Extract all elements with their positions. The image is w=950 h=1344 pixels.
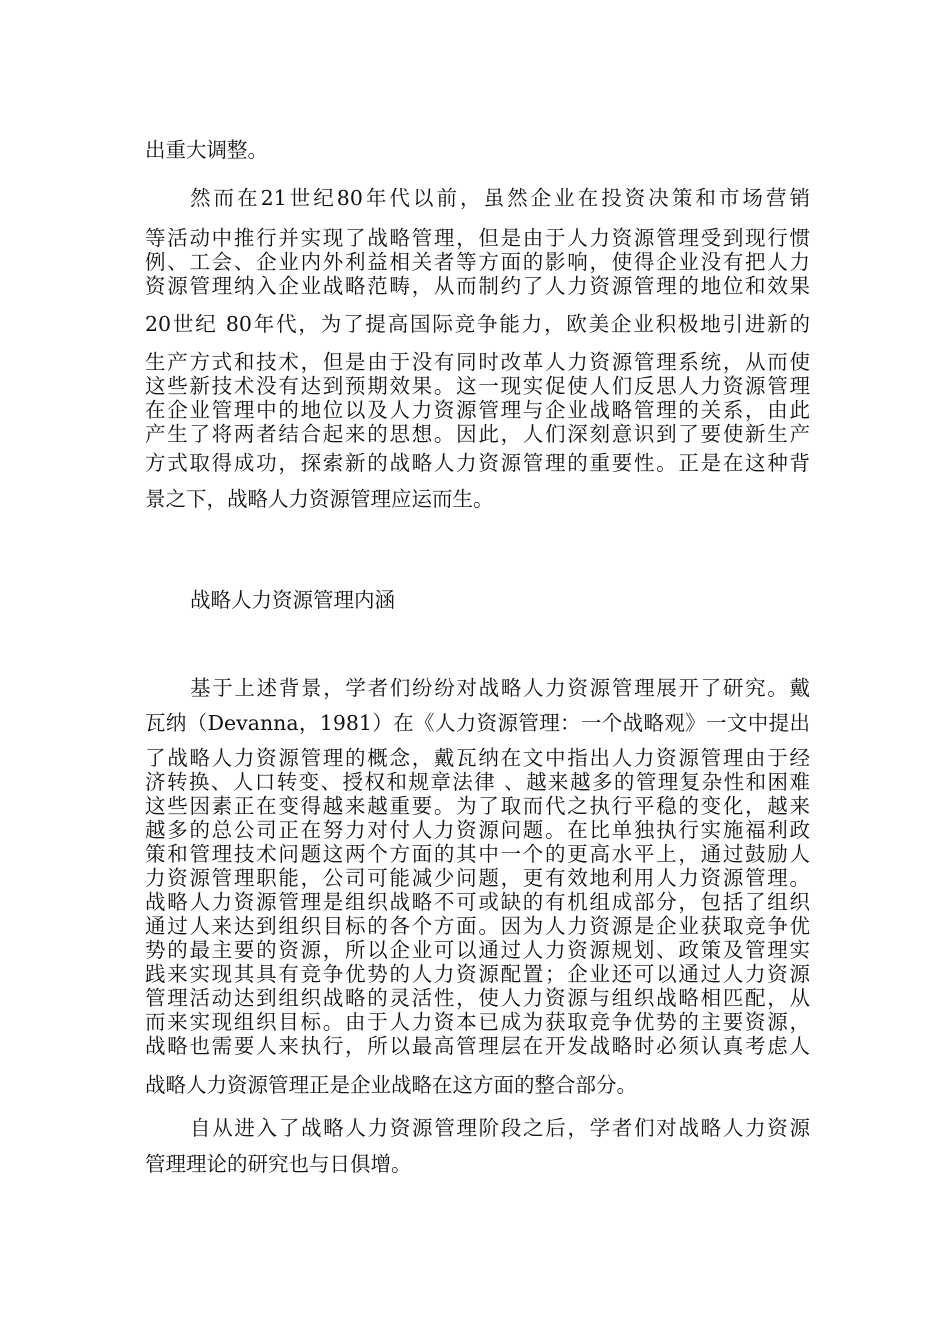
paragraph-1-line: 方式取得成功，探索新的战略人力资源管理的重要性。正是在这种背	[145, 451, 810, 475]
paragraph-2-line: 通过人来达到组织目标的各个方面。因为人力资源是企业获取竞争优	[145, 914, 810, 938]
paragraph-3-line: 自从进入了战略人力资源管理阶段之后，学者们对战略人力资源	[190, 1116, 810, 1140]
paragraph-1-line: 然而在21世纪80年代以前，虽然企业在投资决策和市场营销	[190, 186, 810, 210]
paragraph-2-line: 这些因素正在变得越来越重要。为了取而代之执行平稳的变化，越来	[145, 794, 810, 818]
paragraph-1-line: 景之下，战略人力资源管理应运而生。	[145, 487, 494, 511]
paragraph-2-line: 济转换、人口转变、授权和规章法律 、越来越多的管理复杂性和困难	[145, 770, 810, 794]
paragraph-1-line: 生产方式和技术，但是由于没有同时改革人力资源管理系统，从而使	[145, 350, 810, 374]
paragraph-2-line: 战略人力资源管理正是企业战略在这方面的整合部分。	[145, 1073, 637, 1097]
paragraph-1-line: 20世纪 80年代，为了提高国际竞争能力，欧美企业积极地引进新的	[145, 312, 810, 336]
paragraph-2-line: 而来实现组织目标。由于人力资本已成为获取竞争优势的主要资源，	[145, 1010, 810, 1034]
paragraph-2-line: 势的最主要的资源，所以企业可以通过人力资源规划、政策及管理实	[145, 938, 810, 962]
paragraph-2-line: 践来实现其具有竞争优势的人力资源配置；企业还可以通过人力资源	[145, 962, 810, 986]
paragraph-2-line: 了战略人力资源管理的概念，戴瓦纳在文中指出人力资源管理由于经	[145, 746, 810, 770]
paragraph-2-line: 战略人力资源管理是组织战略不可或缺的有机组成部分，包括了组织	[145, 890, 810, 914]
paragraph-1-line: 资源管理纳入企业战略范畴，从而制约了人力资源管理的地位和效果	[145, 274, 810, 298]
paragraph-1-line: 等活动中推行并实现了战略管理，但是由于人力资源管理受到现行惯	[145, 226, 810, 250]
paragraph-1-line: 这些新技术没有达到预期效果。这一现实促使人们反思人力资源管理	[145, 374, 810, 398]
paragraph-2-line: 越多的总公司正在努力对付人力资源问题。在比单独执行实施福利政	[145, 818, 810, 842]
paragraph-2-line: 管理活动达到组织战略的灵活性，使人力资源与组织战略相匹配，从	[145, 986, 810, 1010]
section-heading: 战略人力资源管理内涵	[190, 588, 395, 612]
continuation-line: 出重大调整。	[145, 138, 268, 162]
paragraph-2-line: 瓦纳（Devanna，1981）在《人力资源管理：一个战略观》一文中提出	[145, 711, 810, 735]
paragraph-1-line: 在企业管理中的地位以及人力资源管理与企业战略管理的关系，由此	[145, 398, 810, 422]
paragraph-2-line: 基于上述背景，学者们纷纷对战略人力资源管理展开了研究。戴	[190, 676, 810, 700]
paragraph-2-line: 战略也需要人来执行，所以最高管理层在开发战略时必须认真考虑人	[145, 1034, 810, 1058]
paragraph-2-line: 力资源管理职能，公司可能减少问题，更有效地利用人力资源管理。	[145, 866, 810, 890]
paragraph-1-line: 例、工会、企业内外利益相关者等方面的影响，使得企业没有把人力	[145, 250, 810, 274]
paragraph-1-line: 产生了将两者结合起来的思想。因此，人们深刻意识到了要使新生产	[145, 422, 810, 446]
paragraph-2-line: 策和管理技术问题这两个方面的其中一个的更高水平上，通过鼓励人	[145, 842, 810, 866]
paragraph-3-line: 管理理论的研究也与日俱增。	[145, 1152, 412, 1176]
